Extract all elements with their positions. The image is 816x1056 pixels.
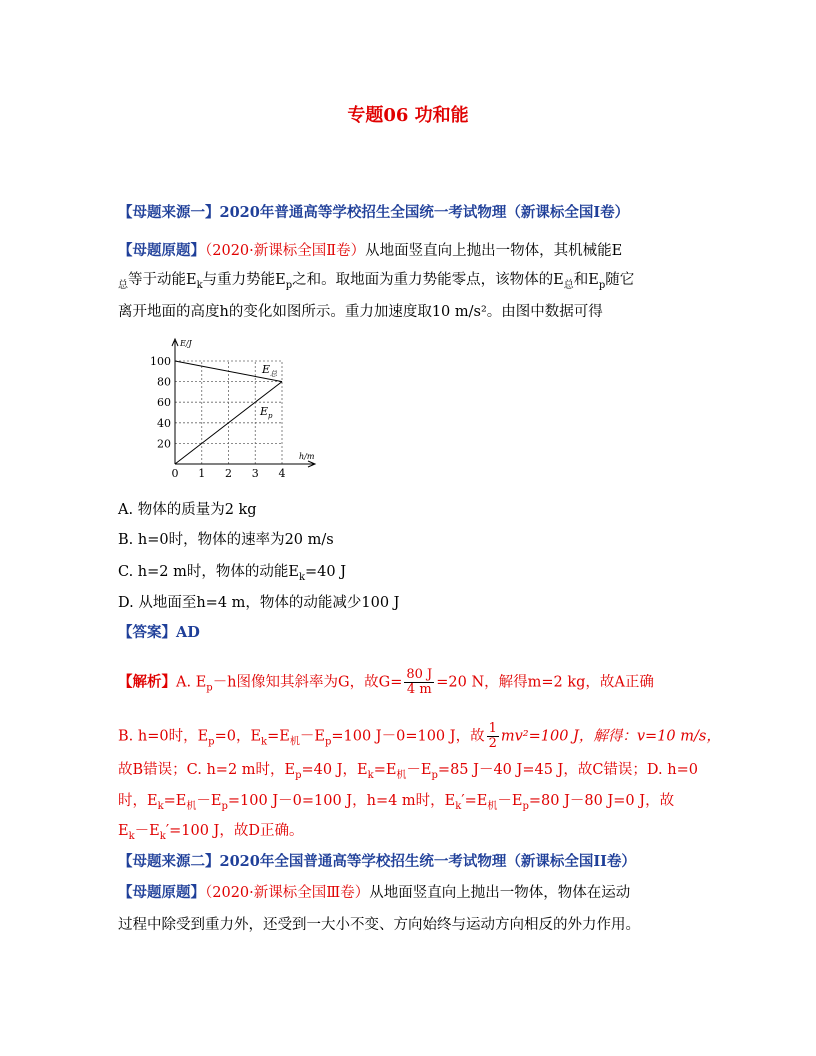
- x-tick-label: 2: [225, 467, 232, 480]
- fraction-slope: $\frac{80 J}{4 m}$: [406, 667, 433, 697]
- question-label: 【母题原题】: [118, 242, 205, 259]
- y-tick-label: 20: [157, 437, 171, 451]
- analysis-label: 【解析】: [118, 673, 176, 691]
- x-axis-label: h/m: [299, 452, 315, 461]
- question-one-line-2: $_总$等于动能$E_k$与重力势能$E_p$之和。取地面为重力势能零点，该物体的$E_总$和$E_p$随它: [118, 272, 635, 291]
- option-a: A. 物体的质量为2 kg: [118, 502, 257, 518]
- y-axis-label: E/J: [180, 339, 192, 348]
- x-tick-label: 4: [278, 467, 286, 480]
- answer-label: 【答案】: [118, 624, 176, 641]
- source-one: 【母题来源一】2020年普通高等学校招生全国统一考试物理（新课标全国Ⅰ卷）: [118, 204, 630, 221]
- answer: [118, 623, 200, 643]
- y-tick-label: 80: [157, 375, 171, 389]
- y-tick-label: 100: [150, 355, 171, 368]
- question-one-line-3: 离开地面的高度h的变化如图所示。重力加速度取10 m/s²。由图中数据可得: [118, 304, 603, 320]
- question-two-line-2: 过程中除受到重力外，还受到一大小不变、方向始终与运动方向相反的外力作用。: [118, 917, 640, 933]
- option-c: C. h=2 m时，物体的动能$E_k=40$ J: [118, 564, 347, 583]
- x-tick-label: 1: [198, 467, 206, 480]
- series-label-1: $E_总$: [262, 363, 278, 378]
- series-label-2: $E_p$: [260, 405, 273, 420]
- y-tick-label: 40: [157, 416, 171, 430]
- question-ref: （2020·新课标全国Ⅱ卷）: [205, 243, 366, 259]
- option-d: D. 从地面至h=4 m，物体的动能减少100 J: [118, 595, 400, 611]
- question-one-line-1: [118, 241, 622, 261]
- question-two-ref: （2020·新课标全国Ⅲ卷）: [205, 885, 370, 901]
- analysis-line-3: 故B错误；C. h=2 m时，$E_p=40$ J，$E_k=E_机-E_p=85$ J－40 J=45 J，故C错误；D. h=0: [118, 762, 698, 781]
- analysis-line-1: 【解析】A. $E_p-h$图像知其斜率为G，故G= $\frac{80 J}{4 m}$ =20 N，解得m=2 kg，故A正确: [118, 667, 654, 697]
- question-two-label: 【母题原题】: [118, 884, 205, 901]
- fraction-half: $\frac{1}{2}$: [488, 721, 497, 751]
- analysis-line-2: B. h=0时，$E_p=0$，$E_k=E_机-E_p=100$ J－0=100 J，故 $\frac{1}{2}$ mv²=100 J，解得：v=10 m/s，: [118, 721, 721, 751]
- x-tick-label: 0: [171, 467, 179, 480]
- analysis-line-4: 时，$E_k=E_机-E_p=100$ J－0=100 J，h=4 m时，$E_k'=E_机-E_p=80$ J－80 J=0 J，故: [118, 793, 675, 812]
- source-two: 【母题来源二】2020年全国普通高等学校招生统一考试物理（新课标全国II卷）: [118, 853, 636, 870]
- answer-value: AD: [176, 624, 200, 641]
- page-title: 专题06 功和能: [347, 105, 469, 126]
- question-two-line-1: 【母题原题】（2020·新课标全国Ⅲ卷）从地面竖直向上抛出一物体，物体在运动: [118, 884, 631, 901]
- y-tick-label: 60: [157, 396, 171, 410]
- x-tick-label: 3: [251, 467, 259, 480]
- question-text: 从地面竖直向上抛出一物体，其机械能E: [365, 243, 623, 259]
- option-b: B. h=0时，物体的速率为20 m/s: [118, 532, 334, 548]
- energy-height-chart: [144, 337, 324, 487]
- analysis-line-5: $E_k-E_k'=100$ J，故D正确。: [118, 823, 304, 842]
